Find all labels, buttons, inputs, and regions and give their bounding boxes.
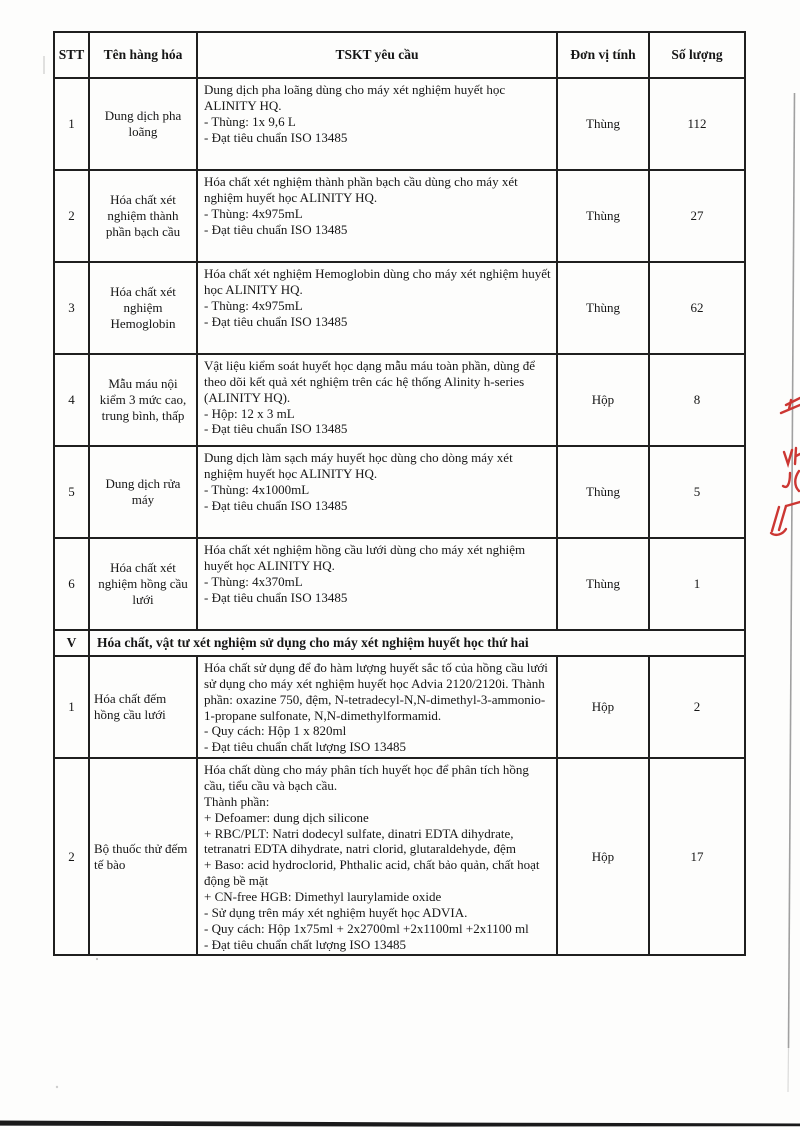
row-number: 3 <box>54 262 89 354</box>
spec-text <box>197 446 557 538</box>
item-row <box>54 758 745 955</box>
header-unit: Đơn vị tính <box>557 32 649 78</box>
row-number: 2 <box>54 758 89 955</box>
product-name: Hóa chất xét nghiệm Hemoglobin <box>89 262 197 354</box>
row-number: 5 <box>54 446 89 538</box>
spec-line: Hóa chất xét nghiệm thành phần bạch cầu dùng cho máy xét nghiệm huyết học ALINITY HQ. <box>204 174 518 205</box>
spec-line: Thành phần: <box>204 793 270 809</box>
bottom-scan-band <box>0 1121 800 1127</box>
spec-line: Hóa chất xét nghiệm hồng cầu lưới dùng cho máy xét nghiệm huyết học ALINITY HQ. <box>204 542 526 573</box>
items-table <box>53 31 746 956</box>
spec-text <box>197 656 557 758</box>
quantity-value: 5 <box>649 446 745 538</box>
red-ink-mark-1 <box>781 398 800 413</box>
page-edge-line-fade <box>788 1048 789 1092</box>
spec-line: - Thùng: 4x370mL <box>204 573 303 589</box>
page-edge-line <box>789 93 795 1048</box>
spec-line: + CN-free HGB: Dimethyl laurylamide oxide <box>204 889 442 905</box>
unit-value: Thùng <box>557 78 649 170</box>
section-number: V <box>54 630 89 656</box>
item-row <box>54 170 745 262</box>
spec-line: - Thùng: 4x975mL <box>204 205 303 221</box>
spec-line: Hóa chất dùng cho máy phân tích huyết học để phân tích hồng cầu, tiểu cầu và bạch cầu. <box>204 762 529 794</box>
red-ink-mark-2 <box>783 448 800 491</box>
unit-value: Thùng <box>557 446 649 538</box>
spec-line: - Quy cách: Hộp 1x75ml + 2x2700ml +2x1100ml +2x1100 ml <box>204 920 529 936</box>
row-number: 2 <box>54 170 89 262</box>
product-name: Mẫu máu nội kiểm 3 mức cao, trung bình, thấp <box>89 354 197 446</box>
spec-line: - Đạt tiêu chuẩn ISO 13485 <box>204 589 348 605</box>
unit-value: Thùng <box>557 170 649 262</box>
item-row <box>54 656 745 758</box>
spec-line: - Thùng: 4x975mL <box>204 297 303 313</box>
scan-speck <box>56 1086 58 1088</box>
product-name: Hóa chất xét nghiệm thành phần bạch cầu <box>89 170 197 262</box>
spec-line: - Quy cách: Hộp 1 x 820ml <box>204 723 347 739</box>
header-quantity: Số lượng <box>649 32 745 78</box>
item-row <box>54 446 745 538</box>
item-row <box>54 354 745 446</box>
spec-line: - Đạt tiêu chuẩn ISO 13485 <box>204 129 348 145</box>
quantity-value: 62 <box>649 262 745 354</box>
unit-value: Thùng <box>557 538 649 630</box>
spec-line: - Đạt tiêu chuẩn chất lượng ISO 13485 <box>204 739 407 755</box>
spec-text <box>197 262 557 354</box>
spec-text <box>197 78 557 170</box>
row-number: 1 <box>54 656 89 758</box>
row-number: 4 <box>54 354 89 446</box>
scan-speck <box>96 958 98 960</box>
row-number: 1 <box>54 78 89 170</box>
product-name: Dung dịch pha loãng <box>89 78 197 170</box>
quantity-value: 2 <box>649 656 745 758</box>
spec-line: - Thùng: 4x1000mL <box>204 481 310 497</box>
spec-text <box>197 354 557 446</box>
product-name: Bộ thuốc thử đếm tế bào <box>89 758 197 955</box>
spec-line: - Đạt tiêu chuẩn ISO 13485 <box>204 221 348 237</box>
spec-line: + Baso: acid hydroclorid, Phthalic acid, chất bảo quản, chất hoạt động bề mặt <box>204 857 540 889</box>
quantity-value: 8 <box>649 354 745 446</box>
unit-value: Thùng <box>557 262 649 354</box>
unit-value: Hộp <box>557 758 649 955</box>
row-number: 6 <box>54 538 89 630</box>
quantity-value: 27 <box>649 170 745 262</box>
quantity-value: 1 <box>649 538 745 630</box>
unit-value: Hộp <box>557 354 649 446</box>
spec-line: - Đạt tiêu chuẩn chất lượng ISO 13485 <box>204 936 407 952</box>
spec-line: Dung dịch pha loãng dùng cho máy xét nghiệm huyết học ALINITY HQ. <box>204 82 506 113</box>
spec-line: - Đạt tiêu chuẩn ISO 13485 <box>204 497 348 513</box>
table-body <box>54 78 745 955</box>
header-product-name: Tên hàng hóa <box>89 32 197 78</box>
header-row <box>54 32 745 78</box>
unit-value: Hộp <box>557 656 649 758</box>
spec-line: - Hộp: 12 x 3 mL <box>204 405 295 421</box>
section-title: Hóa chất, vật tư xét nghiệm sử dụng cho máy xét nghiệm huyết học thứ hai <box>89 630 745 656</box>
table-header <box>54 32 745 78</box>
product-name: Dung dịch rửa máy <box>89 446 197 538</box>
spec-text <box>197 758 557 955</box>
spec-line: + Defoamer: dung dịch silicone <box>204 809 369 825</box>
section-header-row <box>54 630 745 656</box>
spec-text <box>197 538 557 630</box>
spec-line: + RBC/PLT: Natri dodecyl sulfate, dinatri EDTA dihydrate, tetranatri EDTA dihydrate, natri clorid, glutaraldehyde, đệm <box>204 825 516 857</box>
spec-line: - Thùng: 1x 9,6 L <box>204 113 296 129</box>
item-row <box>54 538 745 630</box>
spec-text <box>197 170 557 262</box>
item-row <box>54 262 745 354</box>
header-spec: TSKT yêu cầu <box>197 32 557 78</box>
product-name: Hóa chất đếm hồng cầu lưới <box>89 656 197 758</box>
spec-line: - Sử dụng trên máy xét nghiệm huyết học ADVIA. <box>204 904 468 920</box>
header-stt: STT <box>54 32 89 78</box>
red-ink-mark-3 <box>771 502 800 535</box>
spec-line: Dung dịch làm sạch máy huyết học dùng cho dòng máy xét nghiệm huyết học ALINITY HQ. <box>204 450 513 481</box>
item-row <box>54 78 745 170</box>
quantity-value: 17 <box>649 758 745 955</box>
quantity-value: 112 <box>649 78 745 170</box>
spec-line: Hóa chất sử dụng để đo hàm lượng huyết sắc tố của hồng cầu lưới sử dụng cho máy xét nghiệm huyết học Advia 2120/2120i. Thành phần: oxazine 750, đệm, N-tetradecyl-N,N-dimethyl-3-ammonio-1-propane sulfonate, N,N-dimethylformamid. <box>204 660 548 723</box>
product-name: Hóa chất xét nghiệm hồng cầu lưới <box>89 538 197 630</box>
spec-line: - Đạt tiêu chuẩn ISO 13485 <box>204 421 348 437</box>
spec-line: - Đạt tiêu chuẩn ISO 13485 <box>204 313 348 329</box>
spec-line: Hóa chất xét nghiệm Hemoglobin dùng cho máy xét nghiệm huyết học ALINITY HQ. <box>204 266 551 297</box>
spec-line: Vật liệu kiểm soát huyết học dạng mẫu máu toàn phần, dùng để theo dõi kết quả xét nghiệm trên các hệ thống Alinity h-series (ALINITY HQ). <box>204 358 536 405</box>
